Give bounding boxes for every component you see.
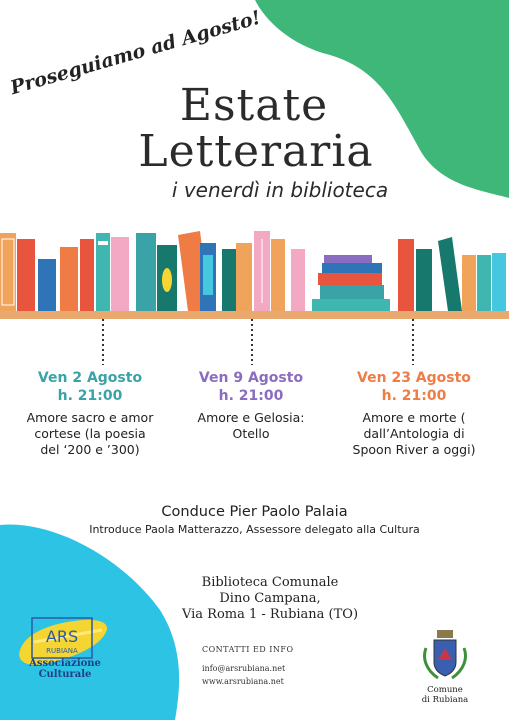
subtitle: i venerdì in biblioteca (171, 178, 389, 202)
ars-logo-name: ARS (45, 627, 79, 646)
event-date: Ven 23 Agosto (357, 370, 471, 386)
ars-caption-line: Associazione (29, 658, 101, 669)
venue-line: Dino Campana, (219, 591, 321, 606)
tagline: Proseguiamo ad Agosto! (8, 6, 264, 100)
bookshelf-illustration (0, 225, 509, 375)
event-description (339, 410, 489, 458)
venue-address (160, 575, 380, 623)
event-desc-line: dall’Antologia di (363, 426, 465, 441)
event-3 (339, 370, 489, 458)
event-desc-line: Amore e morte ( (362, 410, 466, 425)
event-desc-line: cortese (la poesia (34, 426, 146, 441)
venue-line: Biblioteca Comunale (201, 575, 339, 590)
event-description (176, 410, 326, 442)
events-section (0, 370, 509, 470)
event-desc-line: Otello (232, 426, 270, 441)
contacts-block (202, 645, 294, 690)
event-desc-line: Amore e Gelosia: (197, 410, 305, 425)
event-date: Ven 2 Agosto (37, 370, 143, 386)
contacts-heading: CONTATTI ED INFO (202, 645, 294, 654)
event-time: h. 21:00 (57, 388, 123, 404)
host-introduce: Introduce Paola Matterazzo, Assessore delegato alla Cultura (89, 523, 420, 536)
event-2 (176, 370, 326, 442)
shelf-plank (0, 311, 509, 319)
comune-caption (415, 685, 475, 705)
event-description (15, 410, 165, 458)
comune-crest-icon (420, 628, 470, 684)
title-line-1: Estate (179, 80, 329, 131)
host-conduce: Conduce Pier Paolo Palaia (161, 504, 348, 520)
event-desc-line: Amore sacro e amor (26, 410, 154, 425)
contact-email[interactable]: info@arsrubiana.net (202, 664, 286, 673)
comune-line: di Rubiana (421, 695, 469, 705)
event-desc-line: del ‘200 e ’300) (40, 442, 140, 457)
contact-website[interactable]: www.arsrubiana.net (202, 677, 284, 686)
event-time: h. 21:00 (218, 388, 284, 404)
ars-logo-place: RUBIANA (46, 647, 78, 655)
event-1 (15, 370, 165, 458)
ars-caption-line: Culturale (38, 669, 92, 680)
books (0, 231, 506, 311)
event-desc-line: Spoon River a oggi) (352, 442, 476, 457)
event-time: h. 21:00 (381, 388, 447, 404)
event-date: Ven 9 Agosto (198, 370, 304, 386)
ars-caption (20, 658, 110, 680)
comune-line: Comune (427, 685, 463, 695)
venue-line: Via Roma 1 - Rubiana (TO) (181, 607, 359, 622)
title-line-2: Letteraria (138, 126, 374, 177)
